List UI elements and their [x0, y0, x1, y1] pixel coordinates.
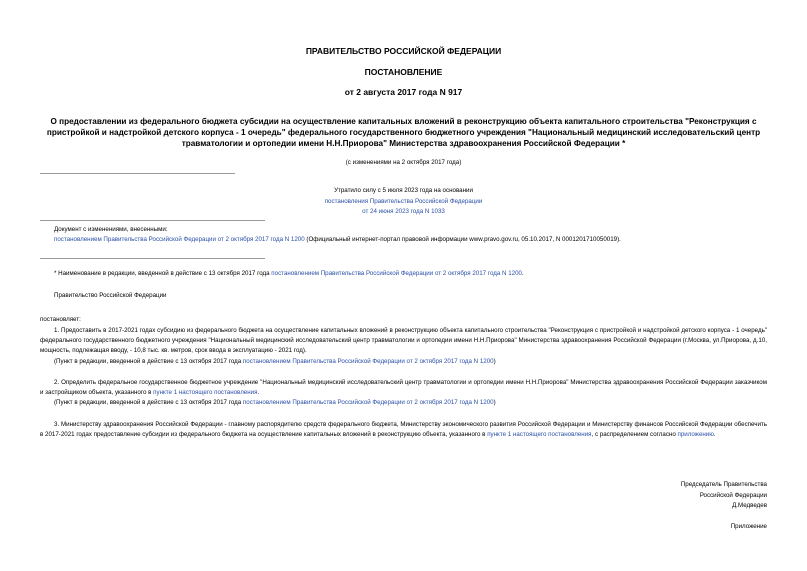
item-1-note-link[interactable]: постановлением Правительства Российской Федерации от 2 октября 2017 года N 1200 [242, 358, 494, 365]
lost-force-link-line2[interactable]: от 24 июня 2023 года N 1033 [362, 208, 445, 215]
footnote-link[interactable]: постановлением Правительства Российской Федерации от 2 октября 2017 года N 1200 [271, 270, 522, 277]
item-3-mid: , с распределением согласно [591, 431, 678, 438]
footnote-text: * Наименование в редакции, введенной в действие с 13 октября 2017 года [54, 270, 272, 277]
document-date-number: от 2 августа 2017 года N 917 [344, 87, 463, 97]
footnote-end: . [521, 270, 524, 277]
item-2-note-end: ) [493, 399, 496, 406]
amendments-intro: Документ с изменениями, внесенными: [54, 226, 168, 233]
appendix-label: Приложение [730, 523, 767, 530]
government-heading: ПРАВИТЕЛЬСТВО РОССИЙСКОЙ ФЕДЕРАЦИИ [305, 46, 502, 56]
item-3-text: 3. Министерству здравоохранения Российской Федерации - главному распорядителю средств федерального бюджета, Министерству экономического развития Российской Федерации и Министерству финансов Российской Федерации обеспечить в 2017-2021 годах предоставление субсидии из федерального бюджета на осуществление капитальных вложений в реконструкцию объекта, указанного в [40, 421, 767, 438]
document-title: О предоставлении из федерального бюджета субсидии на осуществление капитальных вложений в реконструкцию объекта капитального строительства "Реконструкция с пристройкой и надстройкой детского корпуса - 1 очередь" федерального государственного бюджетного учреждения "Национальный медицинский исследовательский центр травматологии и ортопедии имени Н.Н.Приорова" Министерства здравоохранения Российской Федерации * [46, 117, 761, 148]
signature-country: Российской Федерации [699, 491, 767, 499]
item-3-end: . [713, 431, 716, 438]
signature-title: Председатель Правительства [680, 481, 767, 488]
lost-force-link-line1[interactable]: постановления Правительства Российской Федерации [324, 197, 483, 205]
divider [40, 220, 265, 221]
item-2-note-text: (Пункт в редакции, введенной в действие с 13 октября 2017 года [54, 399, 243, 406]
item-2-note [40, 398, 767, 408]
item-1: 1. Предоставить в 2017-2021 годах субсидию из федерального бюджета на осуществление капитальных вложений в реконструкцию объекта капитального строительства "Реконструкция с пристройкой и надстройкой детского корпуса - 1 очередь" федерального государственного бюджетного учреждения "Национальный медицинский исследовательский центр травматологии и ортопедии имени Н.Н.Приорова" Министерства здравоохранения Российской Федерации (г.Москва, ул.Приорова, д.10, мощность, подлежащая вводу, - 10,8 тыс. кв. метров, срок ввода в эксплуатацию - 2021 год). [40, 327, 767, 354]
signature-block [681, 480, 767, 512]
government-line: Правительство Российской Федерации [54, 292, 167, 299]
item-2-text: 2. Определить федеральное государственное бюджетное учреждение "Национальный медицинский исследовательский центр травматологии и ортопедии имени Н.Н.Приорова" Министерства здравоохранения Российской Федерации заказчиком и застройщиком объекта, указанного в [40, 379, 767, 396]
amendments-source: (Официальный интернет-портал правовой информации www.pravo.gov.ru, 05.10.2017, N 0001201710050019). [304, 236, 621, 243]
item-1-note-end: ) [493, 358, 496, 365]
changes-note: (с изменениями на 2 октября 2017 года) [345, 159, 462, 166]
document-type-heading: ПОСТАНОВЛЕНИЕ [364, 67, 443, 77]
amendments-link[interactable]: постановлением Правительства Российской Федерации от 2 октября 2017 года N 1200 [54, 236, 305, 243]
divider [40, 173, 235, 174]
divider [40, 258, 265, 259]
item-3-link[interactable]: пункте 1 настоящего постановления [487, 431, 592, 438]
item-3-appendix-link[interactable]: приложению [677, 431, 714, 438]
lost-force-note [240, 186, 567, 218]
amendments-block [40, 225, 767, 245]
item-2-end: . [257, 389, 260, 396]
item-3 [40, 420, 767, 440]
item-2-link[interactable]: пункте 1 настоящего постановления [153, 389, 258, 396]
item-2 [40, 378, 767, 398]
item-1-note-text: (Пункт в редакции, введенной в действие с 13 октября 2017 года [54, 358, 243, 365]
item-2-note-link[interactable]: постановлением Правительства Российской Федерации от 2 октября 2017 года N 1200 [242, 399, 494, 406]
item-1-note [40, 357, 767, 367]
footnote [40, 269, 767, 279]
decrees-line: постановляет: [40, 316, 81, 323]
lost-force-text: Утратило силу с 5 июля 2023 года на основании [334, 187, 473, 194]
signature-name: Д.Медведев [732, 502, 767, 509]
